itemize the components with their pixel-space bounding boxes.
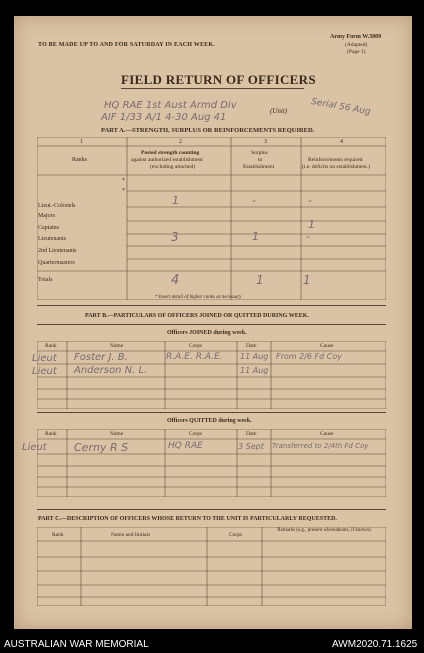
joined-row1-rank: Lieut [32,353,57,364]
quitted-row1-rank: Lieut [22,442,47,453]
part-c-table [37,527,386,606]
rank-majors: Majors [38,213,55,219]
part-c-col-corps: Corps [229,532,243,538]
title-underline [121,88,304,89]
quitted-col-date: Date [246,431,257,437]
joined-row1-corps: R.A.E. R.A.E. [166,352,223,362]
part-a-footnote: * Insert detail of higher ranks as necessary [155,295,242,300]
header-ranks: Ranks [72,157,87,163]
footer-accession: AWM2020.71.1625 [332,639,418,650]
unit-handwritten-2: AIF 1/33 A/1 4-30 Aug 41 [101,112,227,123]
quitted-row1-corps: HQ RAE [168,441,203,451]
rank-2nd-lieutenants: 2nd Lieutenants [38,248,77,254]
joined-col-name: Name [110,343,124,349]
part-b-heading: PART B.—PARTICULARS OF OFFICERS JOINED OR QUITTED DURING WEEK. [85,313,309,319]
rank-lieutenants: Lieutenants [38,236,66,242]
lieutenants-surplus-value: 1 [252,230,259,243]
form-number: Army Form W.3009 [330,34,382,40]
unit-handwritten: HQ RAE 1st Aust Armd Div [104,100,237,111]
joined-row2-rank: Lieut [32,366,57,377]
joined-row1-name: Foster J. B. [74,352,128,363]
part-c-rule [37,509,386,510]
col-number-4: 4 [340,139,343,145]
ltcol-reinf-value: - [308,194,312,207]
quitted-row1-name: Cerny R S [74,441,129,454]
rank-quartermasters: Quartermasters [38,260,75,266]
part-c-col-rank: Rank [52,532,64,538]
header-reinf-1: Reinforcements required [308,157,363,163]
header-surplus-2: to [258,157,263,163]
part-c-heading: PART C.—DESCRIPTION OF OFFICERS WHOSE RETURN TO THE UNIT IS PARTICULARLY REQUESTED. [38,516,337,522]
joined-col-rank: Rank [45,343,57,349]
quitted-table [37,429,386,497]
totals-posted-value: 4 [171,273,180,288]
col-number-3: 3 [264,139,267,145]
quitted-row1-cause: Transferred to 2/4th Fd Coy [272,442,369,450]
totals-reinf-value: 1 [303,273,311,287]
header-posted-1: Posted strength counting [141,150,200,156]
captains-reinf-value: 1 [308,218,315,231]
quitted-col-name: Name [110,431,124,437]
joined-col-corps: Corps [189,343,203,349]
part-b-rule [37,305,386,306]
joined-col-cause: Cause [320,343,334,349]
ltcol-posted-value: 1 [172,194,179,207]
joined-row1-date: 11 Aug [240,352,269,361]
col-number-1: 1 [80,139,83,145]
part-c-col-name: Name and Initials [111,532,151,538]
ltcol-surplus-value: - [252,194,256,207]
unit-label: (Unit) [270,107,288,115]
col-number-2: 2 [179,139,182,145]
footer-credit: AUSTRALIAN WAR MEMORIAL [4,639,149,650]
rank-asterisk-1: * [122,178,125,184]
quitted-col-rank: Rank [45,431,57,437]
header-surplus-1: Surplus [251,150,268,156]
joined-row2-date: 11 Aug [240,366,269,375]
joined-row1-cause: From 2/6 Fd Coy [276,352,342,361]
header-instruction: TO BE MADE UP TO AND FOR SATURDAY IN EACH WEEK. [38,42,215,48]
quitted-title: Officers QUITTED during week. [167,418,252,424]
corner-annotation: Serial 56 Aug [310,97,372,118]
header-reinf-2: (i.e. deficits on establishment.) [302,164,370,170]
lieutenants-reinf-value: - [306,230,310,243]
page-title: FIELD RETURN OF OFFICERS [121,72,316,87]
joined-title: Officers JOINED during week. [167,330,247,336]
quitted-row1-date: 3 Sept [238,442,264,451]
header-surplus-3: Establishment [243,164,275,170]
quitted-rule [37,412,386,413]
part-c-col-remarks: Remarks (e.g., present whereabouts, if known) [277,528,371,533]
rank-totals: Totals [38,277,53,283]
rank-asterisk-2: * [122,188,125,194]
totals-surplus-value: 1 [256,273,264,287]
header-posted-3: (excluding attached) [150,164,196,170]
quitted-col-cause: Cause [320,431,334,437]
lieutenants-posted-value: 3 [171,230,179,244]
quitted-col-corps: Corps [189,431,203,437]
header-posted-2: against authorized establishment [131,157,203,163]
part-a-heading: PART A.—STRENGTH, SURPLUS OR REINFORCEMENTS REQUIRED. [101,127,315,134]
joined-row2-name: Anderson N. L. [74,365,148,376]
form-adapted: (Adapted) [345,42,368,48]
part-b-rule-2 [37,324,386,325]
form-page: (Page 1) [347,49,366,55]
rank-captains: Captains [38,225,59,231]
joined-col-date: Date [246,343,257,349]
rank-lt-colonels: Lieut.-Colonels [38,203,76,209]
